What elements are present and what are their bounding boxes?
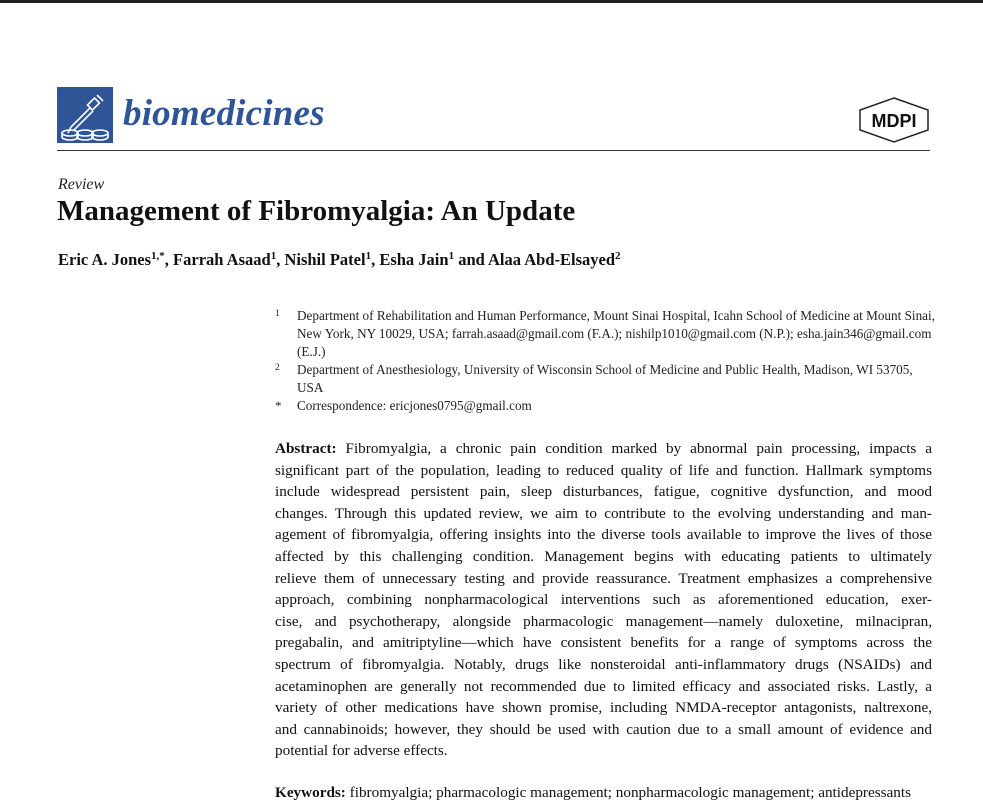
journal-name: biomedicines <box>123 93 325 134</box>
abstract-line-text: Fibromyalgia, a chronic pain condition marked by abnormal pain processing, impacts a <box>336 440 932 457</box>
author: Nishil Patel <box>284 250 366 269</box>
author: Esha Jain <box>379 250 449 269</box>
pipette-petri-dish-icon <box>57 87 113 143</box>
top-border <box>0 0 983 3</box>
abstract-line: include widespread persistent pain, sleep disturbances, fatigue, cognitive dysfunction, and mood <box>275 483 932 501</box>
author-affiliation-mark: 1 <box>270 250 277 262</box>
abstract <box>275 438 932 762</box>
abstract-line: cise, and psychotherapy, alongside pharmacologic management—namely duloxetine, milnacipran, <box>275 612 932 630</box>
author-separator: , <box>371 250 380 269</box>
affiliations <box>275 307 935 415</box>
author-affiliation-mark: 1 <box>448 250 455 262</box>
affiliation-item <box>275 307 935 361</box>
abstract-line: agement of fibromyalgia, offering insights into the diverse tools available to improve the lives of those <box>275 526 932 544</box>
keywords-text: fibromyalgia; pharmacologic management; nonpharmacologic management; antidepressants <box>345 784 911 801</box>
publisher-logo <box>856 96 932 144</box>
author-list <box>58 250 621 270</box>
abstract-line: and cannabinoids; however, they should be used with caution due to a small amount of evidence and <box>275 720 932 738</box>
abstract-line: variety of other medications have shown promise, including NMDA-receptor antagonists, naltrexone, <box>275 699 932 717</box>
affiliation-mark: 2 <box>275 363 280 373</box>
author-separator: , <box>276 250 285 269</box>
correspondence-mark: * <box>275 398 282 413</box>
abstract-line: affected by this challenging condition. Management begins with educating patients to ultimately <box>275 547 932 565</box>
abstract-label: Abstract: <box>275 440 337 457</box>
author-affiliation-mark: 2 <box>615 250 621 262</box>
author: Eric A. Jones <box>58 250 152 269</box>
journal-logo <box>57 87 113 143</box>
article-type: Review <box>58 176 105 193</box>
abstract-line: relieve them of unnecessary testing and provide reassurance. Treatment emphasizes a comprehensive <box>275 569 932 587</box>
author: Alaa Abd-Elsayed <box>488 250 616 269</box>
abstract-line: pregabalin, and amitriptyline—which have consistent benefits for a range of symptoms across the <box>275 634 932 652</box>
article-title: Management of Fibromyalgia: An Update <box>57 195 576 227</box>
affiliation-item <box>275 361 935 397</box>
correspondence-item <box>275 397 935 415</box>
correspondence-text: Correspondence: ericjones0795@gmail.com <box>297 398 532 413</box>
abstract-line <box>275 438 932 460</box>
author-affiliation-mark: 1 <box>365 250 372 262</box>
abstract-line: spectrum of fibromyalgia. Notably, drugs like nonsteroidal anti-inflammatory drugs (NSAIDs) and <box>275 655 932 673</box>
author-affiliation-mark: 1,* <box>151 250 165 262</box>
affiliation-text: Department of Rehabilitation and Human Performance, Mount Sinai Hospital, Icahn School of Medicine at Mount Sinai, New York, NY 10029, USA; farrah.asaad@gmail.com (F.A.); nishilp1010@gmail.com (N.P.); esha.jain346@gmail.com (E.J.) <box>297 308 935 359</box>
publisher-name: MDPI <box>871 111 917 131</box>
affiliation-text: Department of Anesthesiology, University of Wisconsin School of Medicine and Public Health, Madison, WI 53705, USA <box>297 362 913 395</box>
header-divider <box>57 150 930 151</box>
author-separator: , <box>164 250 174 269</box>
keywords <box>275 782 935 804</box>
abstract-line: significant part of the population, leading to reduced quality of life and function. Hallmark symptoms <box>275 461 932 479</box>
affiliation-mark: 1 <box>275 309 280 319</box>
abstract-line: approach, combining nonpharmacological interventions such as aforementioned education, exer- <box>275 591 932 609</box>
author-separator: and <box>454 250 489 269</box>
keywords-label: Keywords: <box>275 784 346 801</box>
abstract-line: changes. Through this updated review, we aim to contribute to the evolving understanding and man- <box>275 504 932 522</box>
author: Farrah Asaad <box>173 250 271 269</box>
abstract-line: potential for adverse effects. <box>275 742 448 760</box>
abstract-line: acetaminophen are generally not recommended due to limited efficacy and associated risks. Lastly, a <box>275 677 932 695</box>
